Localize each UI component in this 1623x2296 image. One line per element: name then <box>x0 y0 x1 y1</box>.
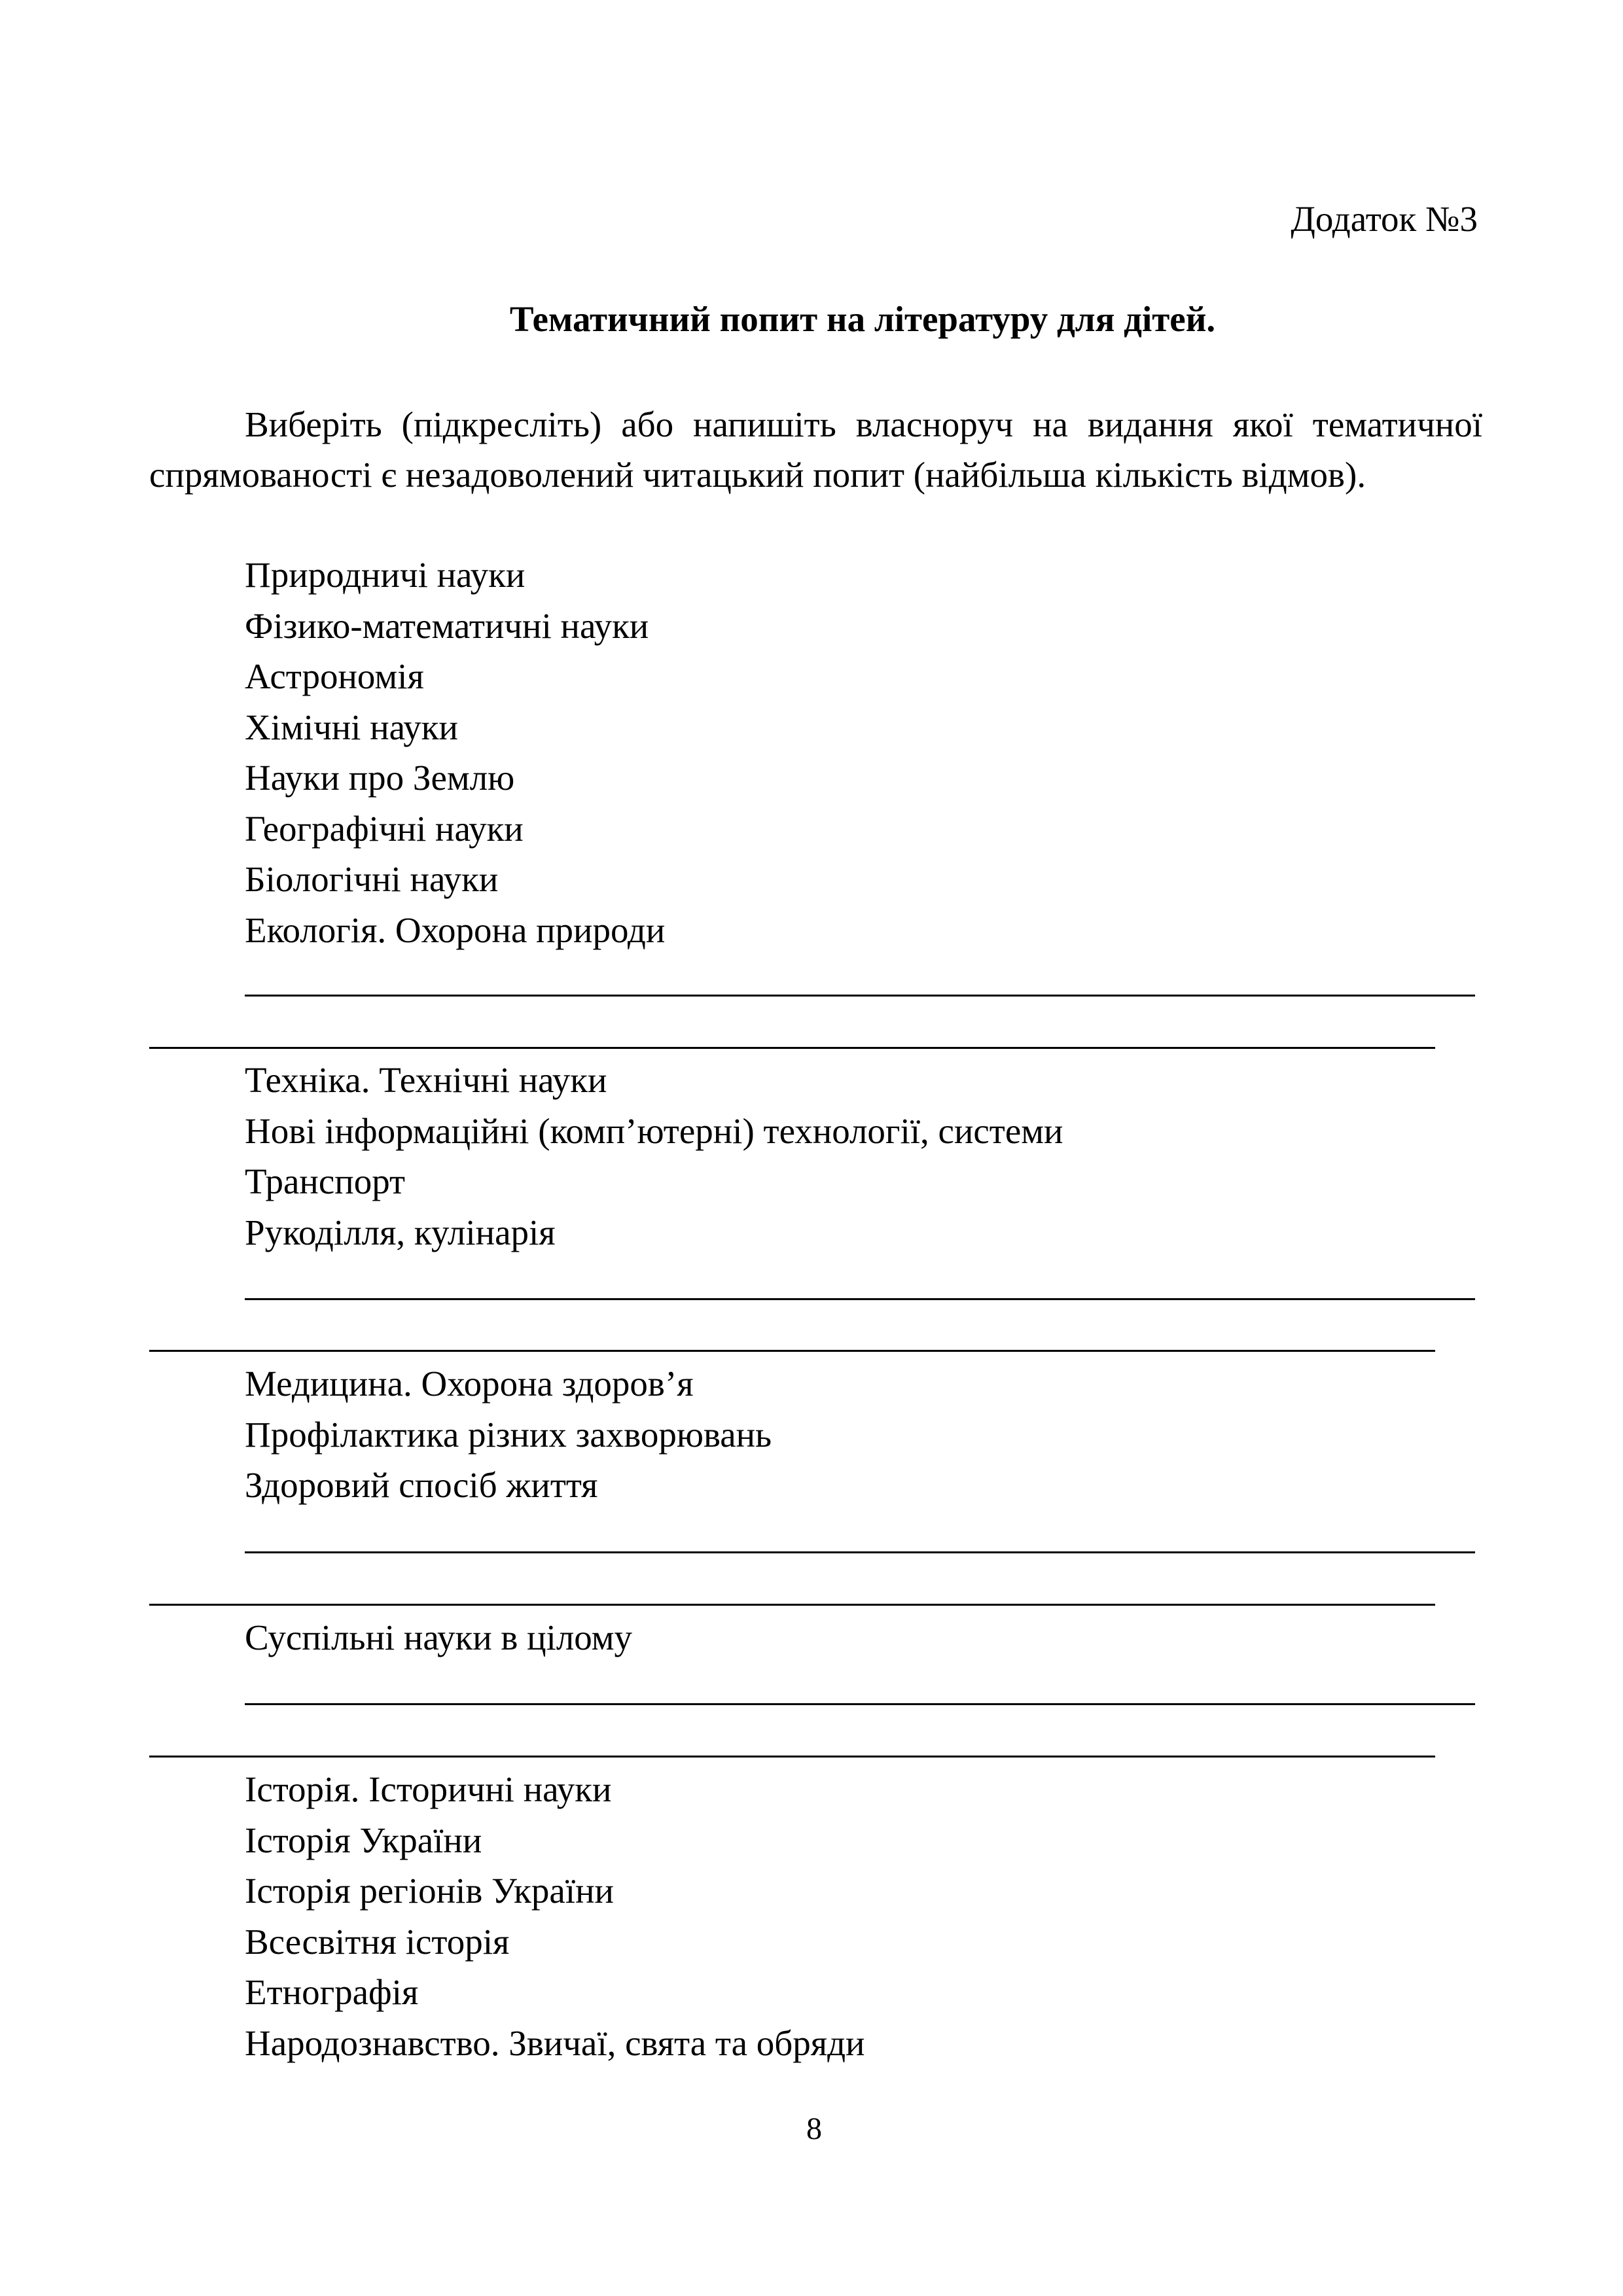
topic-item[interactable]: Техніка. Технічні науки <box>245 1060 607 1100</box>
write-in-line[interactable] <box>245 1703 1475 1705</box>
topic-list-natural-sciences <box>245 550 665 955</box>
page-title: Тематичний попит на літературу для дітей. <box>509 299 1216 339</box>
intro-line-1: Виберіть (підкресліть) або напишіть власноруч на видання якої тематичної <box>245 404 1482 444</box>
topic-list-history <box>245 1764 865 2068</box>
intro-line-2: спрямованості є незадоволений читацький попит (найбільша кількість відмов). <box>149 455 1366 495</box>
write-in-line[interactable] <box>245 1551 1475 1553</box>
topic-item[interactable]: Історія регіонів України <box>245 1871 614 1911</box>
appendix-label: Додаток №3 <box>1291 199 1478 239</box>
topic-item[interactable]: Рукоділля, кулінарія <box>245 1212 556 1252</box>
write-in-line[interactable] <box>149 1604 1435 1606</box>
topic-list-technology <box>245 1055 1063 1258</box>
write-in-line[interactable] <box>245 1298 1475 1300</box>
write-in-line[interactable] <box>245 995 1475 997</box>
topic-item[interactable]: Профілактика різних захворювань <box>245 1414 772 1455</box>
page-number: 8 <box>806 2111 822 2146</box>
topic-item[interactable]: Фізико-математичні науки <box>245 605 649 646</box>
topic-item[interactable]: Науки про Землю <box>245 758 515 798</box>
topic-item[interactable]: Медицина. Охорона здоров’я <box>245 1364 694 1404</box>
topic-item[interactable]: Географічні науки <box>245 808 524 849</box>
topic-item[interactable]: Здоровий спосіб життя <box>245 1465 598 1505</box>
topic-item[interactable]: Всесвітня історія <box>245 1921 510 1962</box>
topic-item[interactable]: Суспільні науки в цілому <box>245 1617 633 1657</box>
topic-item[interactable]: Біологічні науки <box>245 859 499 899</box>
topic-item[interactable]: Природничі науки <box>245 555 526 595</box>
topic-list-medicine <box>245 1358 772 1511</box>
topic-item[interactable]: Історія. Історичні науки <box>245 1769 612 1809</box>
topic-item[interactable]: Транспорт <box>245 1161 406 1201</box>
topic-item[interactable]: Народознавство. Звичаї, свята та обряди <box>245 2022 865 2063</box>
write-in-line[interactable] <box>149 1756 1435 1757</box>
topic-item[interactable]: Нові інформаційні (комп’ютерні) технології, системи <box>245 1110 1063 1151</box>
topic-item[interactable]: Астрономія <box>245 656 424 696</box>
topic-item[interactable]: Екологія. Охорона природи <box>245 910 666 950</box>
topic-item[interactable]: Етнографія <box>245 1972 419 2012</box>
write-in-line[interactable] <box>149 1047 1435 1049</box>
intro-paragraph <box>149 399 1482 500</box>
write-in-line[interactable] <box>149 1350 1435 1352</box>
topic-item[interactable]: Історія України <box>245 1820 482 1860</box>
topic-list-social-sciences <box>245 1612 632 1663</box>
topic-item[interactable]: Хімічні науки <box>245 707 458 747</box>
